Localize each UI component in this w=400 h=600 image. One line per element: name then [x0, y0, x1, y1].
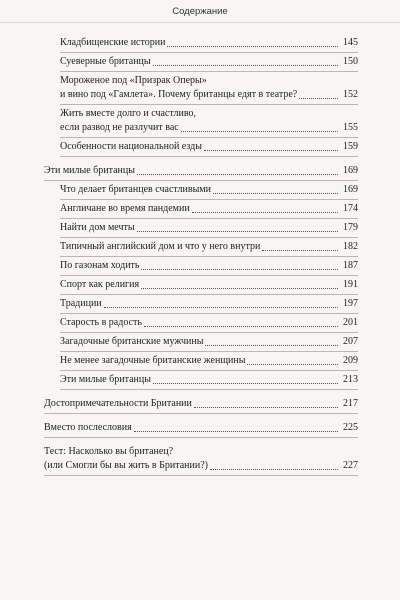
toc-entry-line [60, 373, 358, 387]
toc-entry[interactable] [60, 202, 358, 216]
toc-entry-title: Спорт как религия [60, 279, 140, 290]
toc-leader-dots [210, 468, 338, 470]
toc-entry-line [60, 240, 358, 254]
table-of-contents [44, 36, 358, 478]
toc-separator [44, 437, 358, 438]
toc-entry-title: Мороженое под «Призрак Оперы» [60, 75, 207, 86]
toc-entry-title: Суеверные британцы [60, 56, 151, 67]
toc-entry-line [60, 55, 358, 69]
toc-entry[interactable] [60, 316, 358, 330]
toc-entry-title: Особенности национальной езды [60, 141, 202, 152]
toc-entry-title: Старость в радость [60, 317, 142, 328]
toc-entry[interactable] [44, 164, 358, 178]
toc-entry[interactable] [60, 335, 358, 349]
toc-entry-line [60, 221, 358, 235]
toc-entry-line [60, 183, 358, 197]
toc-leader-dots [247, 363, 338, 365]
toc-entry-line [60, 278, 358, 292]
header-rule [0, 22, 400, 23]
toc-entry-title: Жить вместе долго и счастливо, [60, 108, 196, 119]
toc-entry-title: Достопримечательности Британии [44, 398, 192, 409]
toc-separator [60, 218, 358, 219]
toc-page-number: 217 [343, 398, 358, 409]
toc-entry-title: Загадочные британские мужчины [60, 336, 204, 347]
toc-entry[interactable] [44, 421, 358, 435]
toc-entry-title: и вино под «Гамлета». Почему британцы едят в театре? [60, 89, 298, 100]
toc-entry[interactable] [60, 183, 358, 197]
toc-leader-dots [134, 430, 338, 432]
toc-entry-line [44, 445, 358, 459]
toc-entry-title: Кладбищенские истории [60, 37, 166, 48]
toc-entry[interactable] [60, 55, 358, 69]
toc-entry-line [60, 107, 358, 121]
toc-separator [60, 294, 358, 295]
toc-leader-dots [181, 130, 338, 132]
toc-leader-dots [137, 173, 338, 175]
toc-leader-dots [262, 249, 338, 251]
toc-separator [60, 351, 358, 352]
toc-entry-line [60, 88, 358, 102]
toc-leader-dots [192, 211, 338, 213]
toc-entry-title: Что делает британцев счастливыми [60, 184, 211, 195]
toc-entry-line [60, 36, 358, 50]
toc-page-number: 174 [343, 203, 358, 214]
toc-page-number: 209 [343, 355, 358, 366]
toc-separator [60, 313, 358, 314]
toc-leader-dots [194, 406, 338, 408]
toc-page-number: 213 [343, 374, 358, 385]
toc-entry-line [60, 259, 358, 273]
toc-separator [60, 156, 358, 157]
toc-entry-title: По газонам ходить [60, 260, 140, 271]
toc-entry-title: Эти милые британцы [44, 165, 135, 176]
toc-separator [60, 71, 358, 72]
toc-separator [60, 256, 358, 257]
toc-entry[interactable] [60, 107, 358, 135]
toc-entry[interactable] [60, 74, 358, 102]
toc-leader-dots [141, 287, 338, 289]
toc-entry[interactable] [44, 397, 358, 411]
toc-separator [60, 199, 358, 200]
toc-separator [60, 52, 358, 53]
toc-entry-line [60, 316, 358, 330]
toc-page-number: 159 [343, 141, 358, 152]
toc-entry-title: Англичане во время пандемии [60, 203, 190, 214]
toc-entry[interactable] [60, 297, 358, 311]
toc-entry-line [60, 140, 358, 154]
toc-page-number: 225 [343, 422, 358, 433]
toc-separator [60, 370, 358, 371]
toc-entry-title: Эти милые британцы [60, 374, 151, 385]
toc-page-number: 179 [343, 222, 358, 233]
toc-leader-dots [153, 382, 338, 384]
toc-entry-title: Тест: Насколько вы британец? [44, 446, 174, 457]
toc-page-number: 169 [343, 165, 358, 176]
toc-entry[interactable] [60, 373, 358, 387]
toc-page-number: 145 [343, 37, 358, 48]
toc-page-number: 191 [343, 279, 358, 290]
toc-leader-dots [167, 45, 338, 47]
toc-separator [60, 389, 358, 390]
toc-entry[interactable] [44, 445, 358, 473]
toc-entry[interactable] [60, 140, 358, 154]
toc-leader-dots [299, 97, 338, 99]
toc-entry-line [60, 74, 358, 88]
toc-separator [60, 237, 358, 238]
toc-entry[interactable] [60, 240, 358, 254]
toc-entry-line [44, 459, 358, 473]
toc-entry-title: Не менее загадочные британские женщины [60, 355, 246, 366]
toc-entry-line [44, 164, 358, 178]
toc-page-number: 227 [343, 460, 358, 471]
toc-leader-dots [104, 306, 338, 308]
toc-page-number: 150 [343, 56, 358, 67]
toc-entry[interactable] [60, 259, 358, 273]
toc-leader-dots [205, 344, 338, 346]
toc-page-number: 155 [343, 122, 358, 133]
toc-entry[interactable] [60, 354, 358, 368]
toc-page-number: 169 [343, 184, 358, 195]
toc-entry-line [60, 121, 358, 135]
toc-entry-title: Найти дом мечты [60, 222, 135, 233]
toc-page-number: 152 [343, 89, 358, 100]
toc-separator [60, 104, 358, 105]
toc-entry[interactable] [60, 36, 358, 50]
toc-entry-line [60, 297, 358, 311]
toc-separator [60, 137, 358, 138]
toc-entry-line [60, 335, 358, 349]
toc-page-number: 187 [343, 260, 358, 271]
toc-page-number: 182 [343, 241, 358, 252]
toc-page-number: 207 [343, 336, 358, 347]
toc-page-number: 201 [343, 317, 358, 328]
toc-entry-title: (или Смогли бы вы жить в Британии?) [44, 460, 208, 471]
toc-entry[interactable] [60, 221, 358, 235]
toc-leader-dots [153, 64, 338, 66]
toc-entry-title: Типичный английский дом и что у него внутри [60, 241, 261, 252]
toc-separator [60, 275, 358, 276]
toc-separator [44, 180, 358, 181]
toc-leader-dots [213, 192, 338, 194]
toc-entry-title: если развод не разлучит вас [60, 122, 179, 133]
toc-entry-title: Традиции [60, 298, 102, 309]
toc-leader-dots [137, 230, 338, 232]
toc-entry-title: Вместо послесловия [44, 422, 132, 433]
toc-entry[interactable] [60, 278, 358, 292]
toc-entry-line [44, 421, 358, 435]
toc-separator [44, 413, 358, 414]
toc-leader-dots [144, 325, 338, 327]
toc-separator [60, 332, 358, 333]
toc-separator [44, 475, 358, 476]
toc-leader-dots [141, 268, 338, 270]
toc-entry-line [44, 397, 358, 411]
page-header: Содержание [172, 6, 228, 17]
toc-entry-line [60, 202, 358, 216]
toc-entry-line [60, 354, 358, 368]
toc-page-number: 197 [343, 298, 358, 309]
toc-leader-dots [204, 149, 338, 151]
